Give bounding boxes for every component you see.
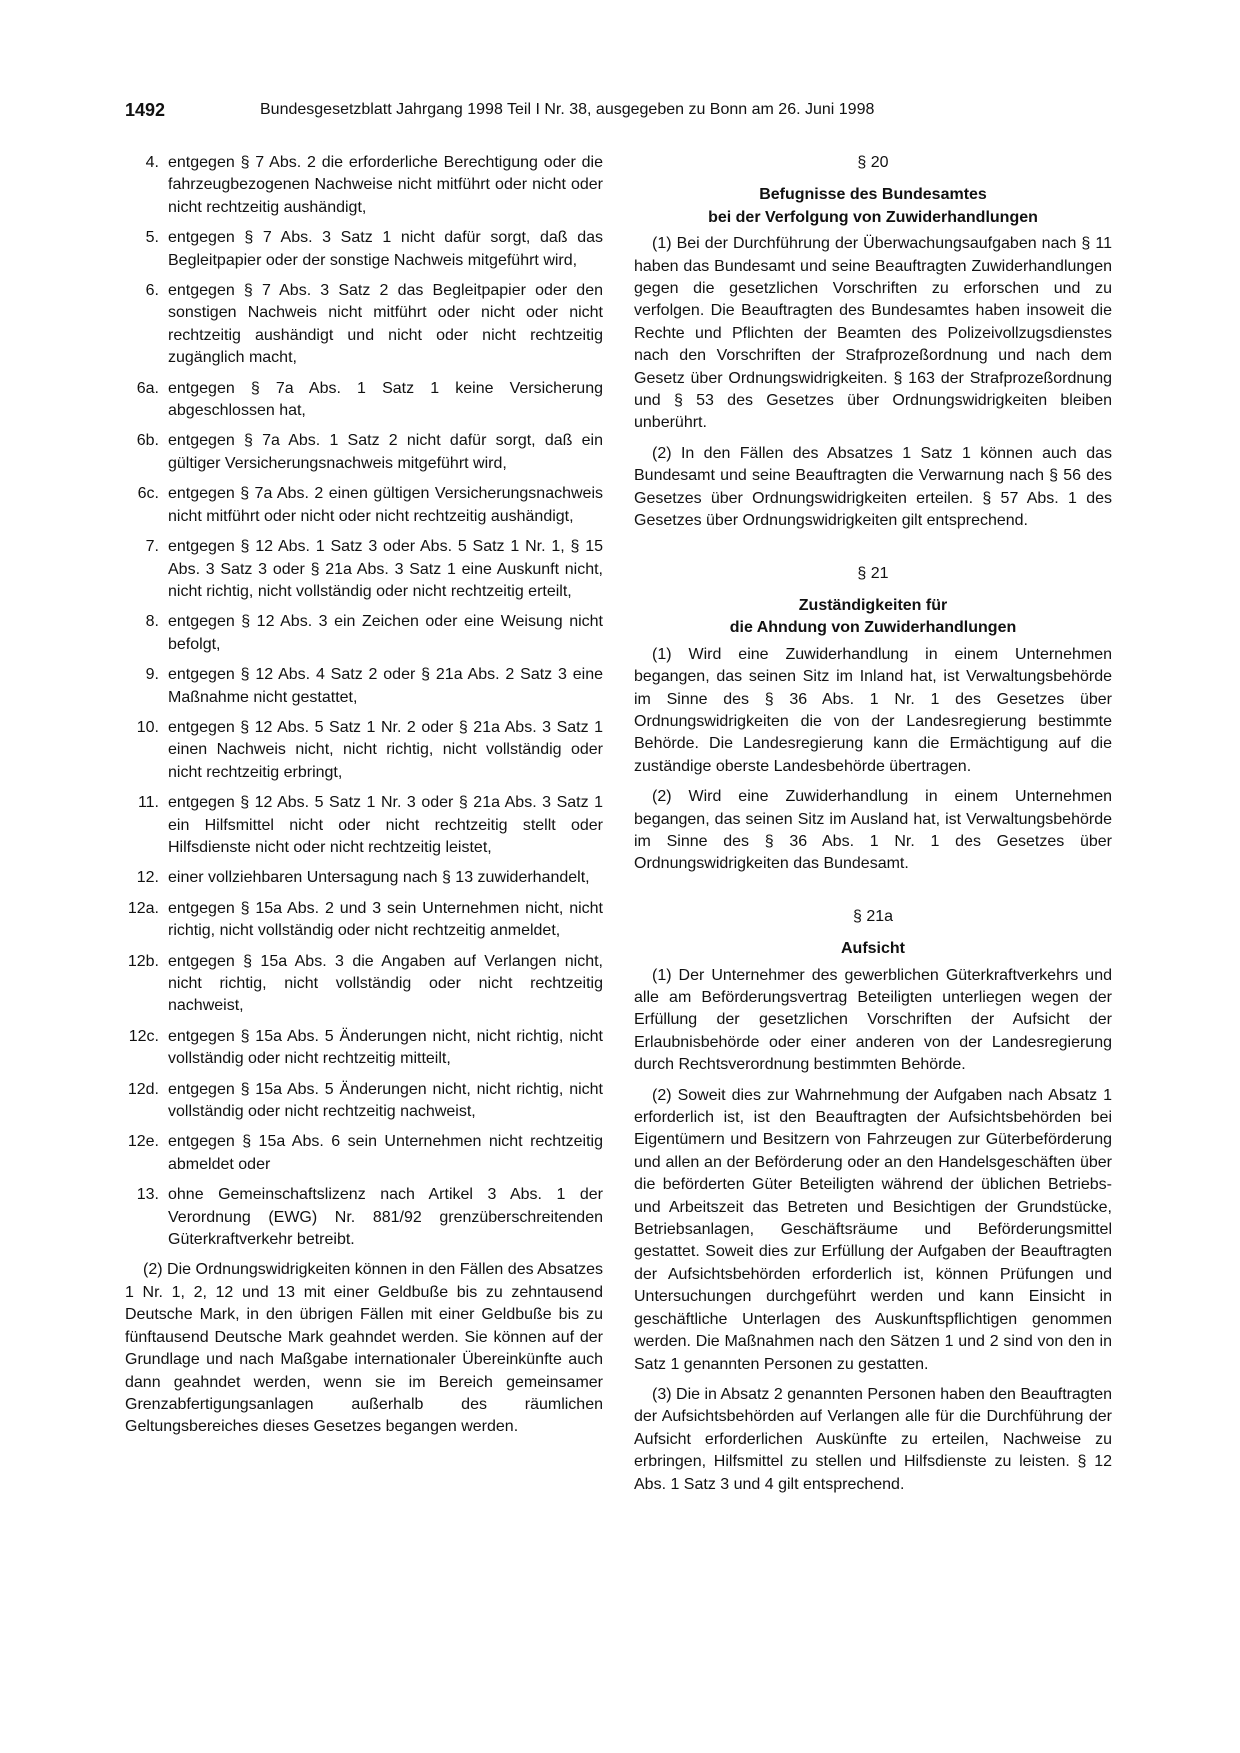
section-paragraph: (2) Soweit dies zur Wahrnehmung der Aufgaben nach Absatz 1 erforderlich ist, ist den Beauftragten der Aufsichtsbehörden bei Eigentümern und Besitzern von Fahrzeugen zur Güterbeförderung und allen an der Beförderung oder an den Handelsgeschäften über die beförderten Güter Beteiligten während der üblichen Betriebs- und Arbeitszeit das Betreten und Besichtigen der Grundstücke, Betriebsanlagen, Geschäftsräume und Beförderungsmittel gestattet. Soweit dies zur Erfüllung der Aufgaben der Beauftragten der Aufsichtsbehörden erforderlich ist, können Prüfungen und Untersuchungen durchgeführt werden und kann Einsicht in geschäftliche Unterlagen des Auskunftspflichtigen genommen werden. Die Maßnahmen nach den Sätzen 1 und 2 sind von den in Satz 1 genannten Personen zu gestatten. [634, 1086, 1112, 1373]
list-item [125, 1184, 603, 1251]
section-number: § 21a [852, 907, 894, 925]
list-item-number: 6. [145, 282, 159, 300]
list-item-number: 10. [136, 718, 159, 736]
paragraph-2-fines: (2) Die Ordnungswidrigkeiten können in den Fällen des Absatzes 1 Nr. 1, 2, 12 und 13 mit einer Geldbuße bis zu zehntausend Deutsche Mark, in den übrigen Fällen mit einer Geldbuße bis zu fünftausend Deutsche Mark geahndet werden. Sie können auf der Grundlage und nach Maßgabe internationaler Übereinkünfte auch dann geahndet werden, wenn sie im Bereich gemeinsamer Grenzabfertigungsanlagen außerhalb des räumlichen Geltungsbereiches dieses Gesetzes begangen werden. [125, 1261, 603, 1436]
section-title-line: Zuständigkeiten für [798, 596, 948, 614]
list-item-text: einer vollziehbaren Untersagung nach § 13 zuwiderhandelt, [168, 869, 590, 887]
list-item-number: 12a. [127, 899, 159, 917]
section-title: Aufsicht [841, 940, 905, 958]
right-column [634, 152, 1112, 1504]
section-21 [634, 563, 1112, 876]
list-item-text: entgegen § 7a Abs. 1 Satz 2 nicht dafür sorgt, daß ein gültiger Versicherungsnachweis mitgeführt wird, [168, 432, 603, 472]
section-paragraph: (1) Der Unternehmer des gewerblichen Güterkraftverkehrs und alle am Beförderungsvertrag Beteiligten unterliegen wegen der Erfüllung der gesetzlichen Vorschriften der Aufsicht der Erlaubnisbehörde oder einer anderen von der Landesregierung durch Rechtsverordnung bestimmten Behörde. [634, 966, 1112, 1074]
list-item-text: entgegen § 12 Abs. 3 ein Zeichen oder eine Weisung nicht befolgt, [168, 613, 603, 653]
list-item-text: entgegen § 15a Abs. 3 die Angaben auf Verlangen nicht, nicht richtig, nicht vollständig oder nicht rechtzeitig nachweist, [168, 952, 603, 1015]
section-paragraph: (3) Die in Absatz 2 genannten Personen haben den Beauftragten der Aufsichtsbehörden auf Verlangen alle für die Durchführung der Aufsicht erforderlichen Auskünfte zu erteilen, Nachweise zu erbringen, Hilfsmittel zu stellen und Hilfsdienste zu leisten. § 12 Abs. 1 Satz 3 und 4 gilt entsprechend. [634, 1385, 1112, 1493]
offense-list [125, 152, 603, 1251]
section-number: § 21 [857, 564, 889, 582]
list-item-number: 11. [137, 794, 159, 812]
list-item [125, 1026, 603, 1071]
section-paragraph: (2) In den Fällen des Absatzes 1 Satz 1 können auch das Bundesamt und seine Beauftragten die Verwarnung nach § 56 des Gesetzes über Ordnungswidrigkeiten erteilen. § 57 Abs. 1 des Gesetzes über Ordnungswidrigkeiten gilt entsprechend. [634, 444, 1112, 530]
list-item-text: entgegen § 7 Abs. 3 Satz 2 das Begleitpapier oder den sonstigen Nachweis nicht mitführt oder nicht oder nicht rechtzeitig aushändigt und nicht oder nicht rechtzeitig zugänglich macht, [168, 282, 603, 367]
list-item-number: 4. [145, 154, 159, 171]
list-item-text: entgegen § 12 Abs. 1 Satz 3 oder Abs. 5 Satz 1 Nr. 1, § 15 Abs. 3 Satz 3 oder § 21a Abs. 3 Satz 1 eine Auskunft nicht, nicht richtig, nicht vollständig oder nicht rechtzeitig erteilt, [168, 538, 603, 600]
list-item-number: 5. [145, 229, 159, 247]
list-item-text: entgegen § 15a Abs. 5 Änderungen nicht, nicht richtig, nicht vollständig oder nicht rechtzeitig mitteilt, [168, 1027, 603, 1068]
section-title-line: Befugnisse des Bundesamtes [759, 186, 987, 204]
list-item [125, 611, 603, 656]
section-title [634, 184, 1112, 229]
list-item [125, 430, 603, 475]
list-item-number: 9. [145, 666, 159, 684]
list-item-text: entgegen § 15a Abs. 6 sein Unternehmen nicht rechtzeitig abmeldet oder [168, 1133, 603, 1173]
list-item-number: 12e. [127, 1133, 159, 1151]
section-21a [634, 906, 1112, 1496]
list-item [125, 378, 603, 423]
page-number: 1492 [125, 100, 166, 120]
left-column [125, 152, 603, 1447]
page-header [125, 100, 1115, 124]
list-item-number: 7. [145, 538, 159, 556]
list-item [125, 1079, 603, 1124]
list-item-text: entgegen § 7 Abs. 3 Satz 1 nicht dafür sorgt, daß das Begleitpapier oder der sonstige Nachweis mitgeführt wird, [168, 229, 603, 269]
list-item-number: 6b. [136, 432, 159, 450]
list-item-number: 8. [145, 613, 159, 631]
list-item [125, 867, 603, 889]
list-item-text: entgegen § 7a Abs. 2 einen gültigen Versicherungsnachweis nicht mitführt oder nicht oder nicht rechtzeitig aushändigt, [168, 485, 603, 525]
list-item-text: entgegen § 12 Abs. 5 Satz 1 Nr. 2 oder § 21a Abs. 3 Satz 1 einen Nachweis nicht, nicht richtig, nicht vollständig oder nicht rechtzeitig erbringt, [168, 718, 603, 781]
list-item [125, 951, 603, 1018]
list-item-text: entgegen § 12 Abs. 4 Satz 2 oder § 21a Abs. 2 Satz 3 eine Maßnahme nicht gestattet, [168, 666, 603, 706]
list-item-text: entgegen § 15a Abs. 2 und 3 sein Unternehmen nicht, nicht richtig, nicht vollständig oder nicht rechtzeitig anmeldet, [168, 899, 603, 940]
list-item [125, 227, 603, 272]
list-item-number: 6c. [137, 485, 159, 503]
list-item-text: entgegen § 15a Abs. 5 Änderungen nicht, nicht richtig, nicht vollständig oder nicht rechtzeitig nachweist, [168, 1080, 603, 1121]
list-item-number: 12. [136, 869, 159, 887]
list-item-number: 12c. [128, 1027, 159, 1045]
running-head: Bundesgesetzblatt Jahrgang 1998 Teil I Nr. 38, ausgegeben zu Bonn am 26. Juni 1998 [260, 101, 875, 118]
list-item [125, 536, 603, 603]
section-title [634, 595, 1112, 640]
section-paragraph: (1) Bei der Durchführung der Überwachungsaufgaben nach § 11 haben das Bundesamt und seine Beauftragten Zuwiderhandlungen gegen die gesetzlichen Vorschriften zu erforschen und zu verfolgen. Die Beauftragten des Bundesamtes haben insoweit die Rechte und Pflichten der Beamten des Polizeivollzugsdienstes nach den Vorschriften der Strafprozeßordnung und nach dem Gesetz über Ordnungswidrigkeiten. § 163 der Strafprozeßordnung und § 53 des Gesetzes über Ordnungswidrigkeiten bleiben unberührt. [634, 235, 1112, 432]
list-item [125, 152, 603, 219]
list-item-text: entgegen § 12 Abs. 5 Satz 1 Nr. 3 oder § 21a Abs. 3 Satz 1 ein Hilfsmittel nicht oder nicht rechtzeitig stellt oder Hilfsdienste nicht oder nicht rechtzeitig leistet, [168, 794, 603, 856]
list-item-number: 12b. [127, 952, 159, 970]
list-item [125, 898, 603, 943]
list-item [125, 280, 603, 370]
section-20 [634, 152, 1112, 533]
section-title-line: bei der Verfolgung von Zuwiderhandlungen [708, 208, 1038, 226]
list-item-number: 6a. [136, 379, 159, 397]
section-number: § 20 [857, 154, 889, 171]
list-item [125, 717, 603, 784]
section-paragraph: (2) Wird eine Zuwiderhandlung in einem Unternehmen begangen, das seinen Sitz im Ausland hat, ist Verwaltungsbehörde im Sinne des § 36 Abs. 1 Nr. 1 des Gesetzes über Ordnungswidrigkeiten das Bundesamt. [634, 788, 1112, 873]
section-paragraph: (1) Wird eine Zuwiderhandlung in einem Unternehmen begangen, das seinen Sitz im Inland hat, ist Verwaltungsbehörde im Sinne des § 36 Abs. 1 Nr. 1 des Gesetzes über Ordnungswidrigkeiten die von der Landesregierung bestimmte Behörde. Die Landesregierung kann die Ermächtigung auf die zuständige oberste Landesbehörde übertragen. [634, 645, 1112, 775]
list-item-text: entgegen § 7a Abs. 1 Satz 1 keine Versicherung abgeschlossen hat, [168, 379, 603, 420]
list-item [125, 664, 603, 709]
list-item [125, 483, 603, 528]
list-item-number: 12d. [127, 1080, 159, 1098]
section-title-line: die Ahndung von Zuwiderhandlungen [729, 619, 1017, 637]
list-item-number: 13. [136, 1186, 159, 1204]
list-item [125, 792, 603, 859]
list-item [125, 1131, 603, 1176]
list-item-text: entgegen § 7 Abs. 2 die erforderliche Berechtigung oder die fahrzeugbezogenen Nachweise nicht mitführt oder nicht oder nicht rechtzeitig aushändigt, [168, 154, 603, 216]
list-item-text: ohne Gemeinschaftslizenz nach Artikel 3 Abs. 1 der Verordnung (EWG) Nr. 881/92 grenzüberschreitenden Güterkraftverkehr betreibt. [168, 1186, 603, 1249]
